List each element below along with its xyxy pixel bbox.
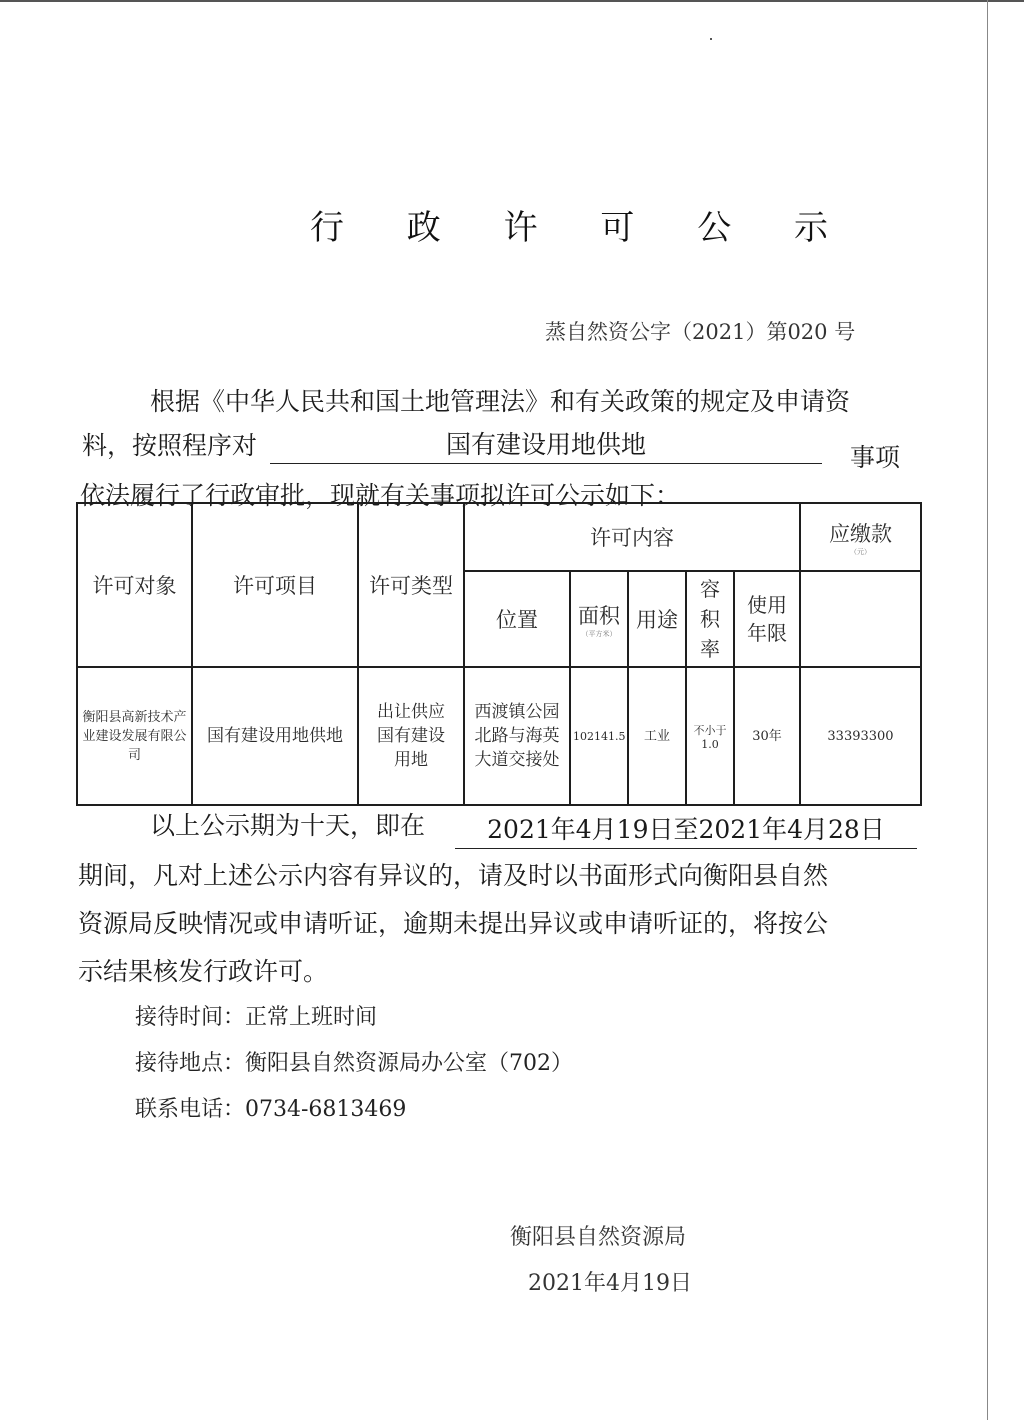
cell-use-years: 30年 [734, 667, 800, 805]
intro-line-3: 依法履行了行政审批，现就有关事项拟许可公示如下： [80, 481, 681, 510]
intro-line-2-prefix: 料，按照程序对 [82, 431, 258, 460]
cell-permit-item: 国有建设用地供地 [192, 667, 358, 805]
header-fee-blank [800, 571, 921, 667]
cell-fee: 33393300 [800, 667, 921, 805]
period-prefix: 以上公示期为十天，即在 [150, 811, 426, 840]
scan-speck [710, 38, 712, 40]
issue-date: 2021年4月19日 [528, 1271, 692, 1296]
header-permit-content: 许可内容 [464, 503, 800, 571]
header-use-years: 使用年限 [734, 571, 800, 667]
period-line-4: 示结果核发行政许可。 [78, 957, 329, 986]
period-dates-field: 2021年4月19日至2021年4月28日 [455, 810, 917, 849]
cell-location: 西渡镇公园北路与海英大道交接处 [464, 667, 570, 805]
scan-top-edge [0, 0, 1024, 2]
cell-usage: 工业 [628, 667, 686, 805]
header-area [570, 571, 628, 667]
header-permit-object: 许可对象 [77, 503, 192, 667]
header-permit-item: 许可项目 [192, 503, 358, 667]
reception-time: 接待时间：正常上班时间 [135, 1005, 378, 1030]
header-permit-type: 许可类型 [358, 503, 464, 667]
issuing-organization: 衡阳县自然资源局 [510, 1225, 687, 1250]
header-usage: 用途 [628, 571, 686, 667]
table-row [77, 667, 921, 805]
reception-place: 接待地点：衡阳县自然资源局办公室（702） [135, 1051, 573, 1076]
header-location: 位置 [464, 571, 570, 667]
document-number: 蒸自然资公字（2021）第020 号 [545, 320, 856, 344]
contact-phone: 联系电话：0734-6813469 [135, 1097, 407, 1122]
header-floor-area-ratio: 容积率 [686, 571, 734, 667]
header-fee-unit: （元） [850, 548, 871, 556]
document-title: 行 政 许 可 公 示 [310, 208, 855, 248]
permit-table [76, 502, 922, 806]
cell-floor-area-ratio: 不小于1.0 [686, 667, 734, 805]
scan-right-edge [987, 0, 988, 1420]
intro-line-2-suffix: 事项 [850, 443, 901, 472]
header-area-unit: （平方米） [581, 630, 617, 638]
cell-area: 102141.5 [570, 667, 628, 805]
header-fee-label: 应缴款 [829, 522, 892, 546]
period-line-2: 期间，凡对上述公示内容有异议的，请及时以书面形式向衡阳县自然 [78, 861, 829, 890]
intro-matter-field: 国有建设用地供地 [270, 425, 822, 464]
cell-permit-object: 衡阳县高新技术产业建设发展有限公司 [77, 667, 192, 805]
header-fee [800, 503, 921, 571]
intro-line-1: 根据《中华人民共和国土地管理法》和有关政策的规定及申请资 [150, 387, 851, 416]
period-line-3: 资源局反映情况或申请听证，逾期未提出异议或申请听证的，将按公 [78, 909, 829, 938]
cell-permit-type: 出让供应国有建设用地 [358, 667, 464, 805]
header-area-label: 面积 [578, 604, 620, 628]
